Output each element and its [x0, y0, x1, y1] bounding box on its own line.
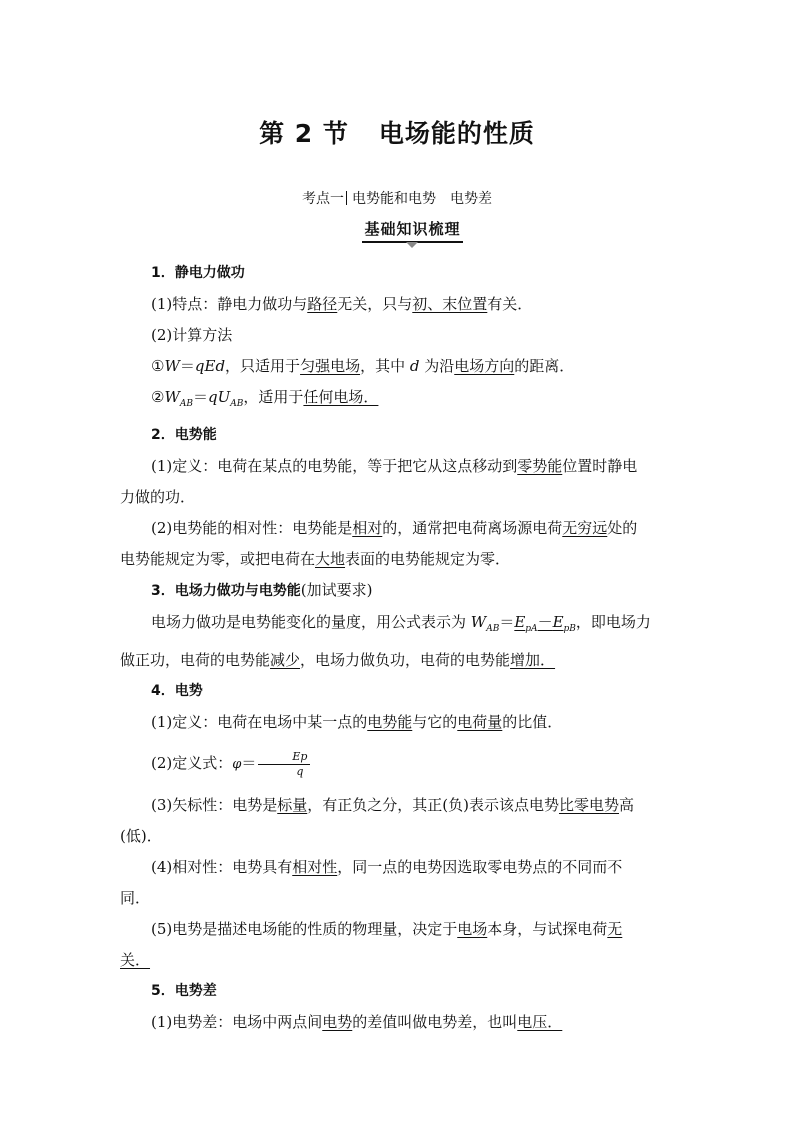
blank-answer: 电压． [517, 1013, 563, 1031]
paragraph: (3)矢标性：电势是标量，有正负之分，其正(负)表示该点电势比零电势高 (低)． [120, 796, 635, 845]
blank-answer: 大地 [315, 550, 346, 568]
paragraph: (1)特点：静电力做功与路径无关，只与初、末位置有关． [151, 295, 533, 313]
topic-name-2: 电势差 [450, 191, 492, 207]
content-body [120, 258, 676, 1038]
blank-answer: 无穷远 [562, 519, 608, 537]
blank-answer: 电场 [457, 920, 488, 938]
section-badge [355, 218, 470, 244]
paragraph: (1)电势差：电场中两点间电势的差值叫做电势差，也叫电压． [151, 1013, 563, 1031]
blank-answer: 电场方向 [454, 357, 515, 375]
page-title [0, 114, 794, 150]
blank-answer: 关． [120, 951, 151, 969]
fraction: $\frac{Ep}{q}$ [258, 750, 310, 779]
blank-answer: 相对性 [292, 858, 338, 876]
blank-answer: 电荷量 [457, 713, 503, 731]
paragraph-formula: (2)定义式：φ＝ $\frac{Ep}{q}$ [120, 738, 676, 790]
section-badge-label: 基础知识梳理 [362, 218, 462, 243]
paragraph: ①W＝qEd，只适用于匀强电场，其中 d 为沿电场方向的距离． [151, 357, 575, 375]
blank-answer: 任何电场． [303, 388, 379, 406]
blank-answer: 零势能 [517, 457, 563, 475]
paragraph: $②W_{AB}=qU_{AB}$，适用于任何电场． [151, 388, 379, 409]
topic-label: 考点一 [302, 191, 344, 207]
paragraph: (1)定义：电荷在某点的电势能，等于把它从这点移动到零势能位置时静电 力做的功． [120, 457, 638, 506]
blank-answer: 相对 [352, 519, 383, 537]
heading-1: 1．静电力做功 [151, 265, 245, 281]
blank-answer: 增加． [510, 651, 556, 669]
topic-line [0, 188, 794, 208]
paragraph: 电场力做功是电势能变化的量度，用公式表示为 $W_{AB}=E_{pA}-E_{pB}$，即电场力 做正功，电荷的电势能减少，电场力做负功，电荷的电势能增加． [120, 613, 651, 669]
paragraph: (4)相对性：电势具有相对性，同一点的电势因选取零电势点的不同而不 同． [120, 858, 623, 907]
blank-answer: $E_{pA}-E_{pB}$ [514, 613, 576, 634]
topic-divider [346, 191, 347, 205]
blank-answer: 路径 [307, 295, 338, 313]
paragraph: (5)电势是描述电场能的性质的物理量，决定于电场本身，与试探电荷无 关． [120, 920, 623, 969]
blank-answer: 比零电势 [558, 796, 619, 814]
blank-answer: 初、末位置 [412, 295, 488, 313]
blank-answer: 减少 [270, 651, 301, 669]
triangle-down-icon [406, 242, 418, 248]
blank-answer: 匀强电场 [300, 357, 361, 375]
heading-4: 4．电势 [151, 683, 203, 699]
blank-answer: 标量 [277, 796, 308, 814]
section-title: 电场能的性质 [378, 119, 535, 148]
blank-answer: 电势 [322, 1013, 353, 1031]
topic-name-1: 电势能和电势 [352, 191, 436, 207]
paragraph: (2)电势能的相对性：电势能是相对的，通常把电荷离场源电荷无穷远处的 电势能规定为零，或把电荷在大地表面的电势能规定为零． [120, 519, 638, 568]
heading-3: 3．电场力做功与电势能(加试要求) [151, 581, 373, 599]
heading-2: 2．电势能 [151, 427, 217, 443]
blank-answer: 电势能 [367, 713, 413, 731]
section-number: 第 2 节 [259, 119, 349, 148]
paragraph: (1)定义：电荷在电场中某一点的电势能与它的电荷量的比值． [151, 713, 563, 731]
heading-5: 5．电势差 [151, 983, 217, 999]
blank-answer: 无 [607, 920, 623, 938]
paragraph: (2)计算方法 [151, 326, 233, 344]
